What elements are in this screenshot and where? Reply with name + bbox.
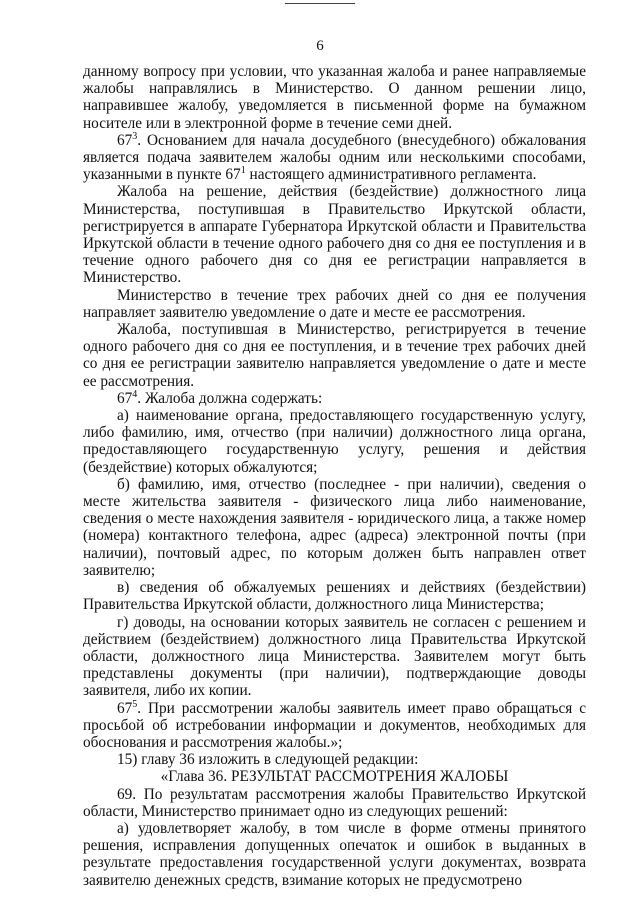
document-body: [83, 63, 586, 889]
header-rule: [285, 3, 355, 4]
list-item-a: а) удовлетворяет жалобу, в том числе в форме отмены принятого решения, исправления допущенных опечаток и ошибок в выданных в результате предоставления государственной услуги документах, возврата заявителю денежных средств, взимание которых не предусмотрено: [83, 819, 586, 889]
paragraph: Жалоба на решение, действия (бездействие) должностного лица Министерства, поступившая в Правительство Иркутской области, регистрируется в аппарате Губернатора Иркутской области и Правительства Иркутской области в течение одного рабочего дня со дня ее поступления и в течение одного рабочего дня со дня ее регистрации направляется в Министерство.: [83, 183, 586, 287]
paragraph-69: 69. По результатам рассмотрения жалобы Правительство Иркутской области, Министерство принимает одно из следующих решений:: [83, 785, 586, 820]
paragraph: 15) главу 36 изложить в следующей редакции:: [117, 751, 419, 769]
paragraph: Жалоба, поступившая в Министерство, регистрируется в течение одного рабочего дня со дня ее поступления, и в течение трех рабочих дней со дня ее регистрации заявителю направляется уведомление о дате и месте ее рассмотрения.: [83, 321, 586, 390]
paragraph-67-5: $67^5$. При рассмотрении жалобы заявитель имеет право обращаться с просьбой об истребовании информации и документов, необходимых для обоснования и рассмотрения жалобы.»;: [83, 698, 586, 751]
list-item-b: б) фамилию, имя, отчество (последнее - при наличии), сведения о месте жительства заявителя - физического лица либо наименование, сведения о месте нахождения заявителя - юридического лица, а также номер (номера) контактного телефона, адрес (адреса) электронной почты (при наличии), почтовый адрес, по которым должен быть направлен ответ заявителю;: [83, 475, 586, 579]
paragraph: Министерство в течение трех рабочих дней со дня ее получения направляет заявителю уведомление о дате и месте ее рассмотрения.: [83, 286, 586, 321]
paragraph-67-3: $67^3$. Основанием для начала досудебного (внесудебного) обжалования является подача заявителем жалобы одним или несколькими способами, указанными в пункте $67^1$ настоящего административного регламента.: [83, 130, 586, 184]
paragraph-67-4: $67^4$. Жалоба должна содержать:: [117, 388, 323, 407]
paragraph: данному вопросу при условии, что указанная жалоба и ранее направляемые жалобы направлялись в Министерство. О данном решении лицо, направившее жалобу, уведомляется в письменной форме на бумажном носителе или в электронной форме в течение семи дней.: [83, 63, 586, 132]
list-item-g: г) доводы, на основании которых заявитель не согласен с решением и действием (бездействием) должностного лица Правительства Иркутской области, должностного лица Министерства. Заявителем могут быть представлены документы (при наличии), подтверждающие доводы заявителя, либо их копии.: [83, 613, 586, 700]
page-number: 6: [316, 38, 324, 54]
chapter-heading: «Глава 36. РЕЗУЛЬТАТ РАССМОТРЕНИЯ ЖАЛОБЫ: [160, 768, 509, 786]
list-item-v: в) сведения об обжалуемых решениях и действиях (бездействии) Правительства Иркутской области, должностного лица Министерства;: [83, 579, 586, 614]
list-item-a: а) наименование органа, предоставляющего государственную услугу, либо фамилию, имя, отчество (при наличии) должностного лица органа, предоставляющего государственную услугу, решения и действия (бездействие) которых обжалуются;: [83, 407, 586, 476]
